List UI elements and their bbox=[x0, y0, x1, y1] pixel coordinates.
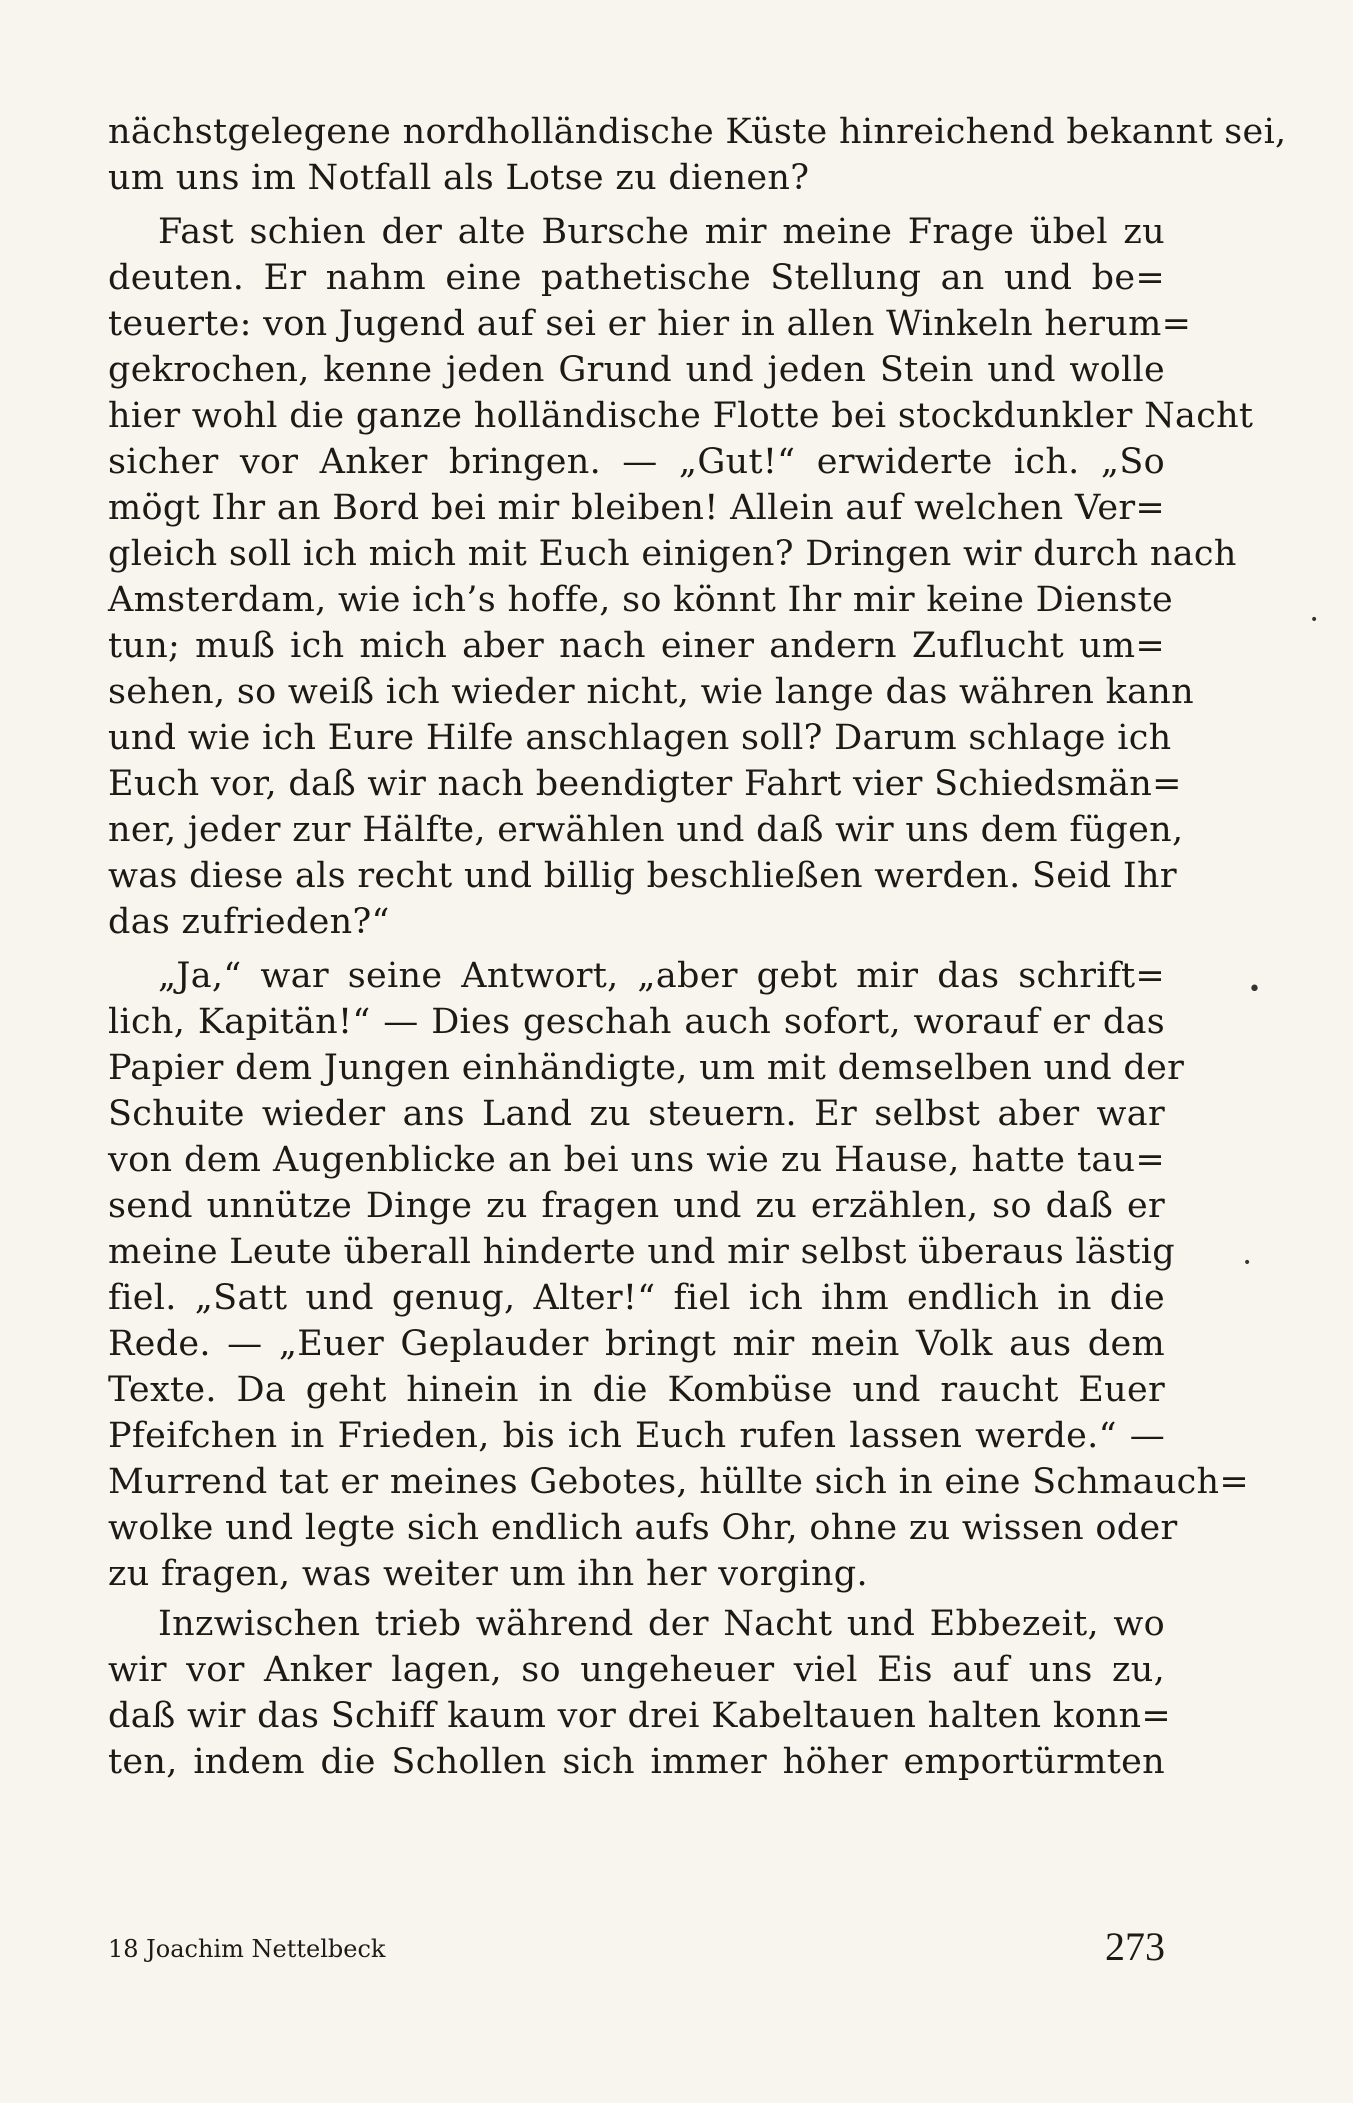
text-line: Inzwischen trieb während der Nacht und Ebbezeit, wo bbox=[158, 1604, 1165, 1644]
text-line: deuten. Er nahm eine pathetische Stellung an und be= bbox=[108, 258, 1165, 298]
text-line: daß wir das Schiff kaum vor drei Kabeltauen halten konn= bbox=[108, 1696, 1172, 1736]
text-line: Amsterdam, wie ich’s hoffe, so könnt Ihr mir keine Dienste bbox=[108, 580, 1173, 620]
text-line: tun; muß ich mich aber nach einer andern Zuflucht um= bbox=[108, 626, 1165, 666]
text-line: gleich soll ich mich mit Euch einigen? Dringen wir durch nach bbox=[108, 534, 1237, 574]
text-line: um uns im Notfall als Lotse zu dienen? bbox=[108, 158, 810, 198]
text-line: fiel. „Satt und genug, Alter!“ fiel ich ihm endlich in die bbox=[108, 1278, 1165, 1318]
signature-mark: 18 Joachim Nettelbeck bbox=[108, 1935, 386, 1963]
text-line: teuerte: von Jugend auf sei er hier in allen Winkeln herum= bbox=[108, 304, 1192, 344]
text-line: gekrochen, kenne jeden Grund und jeden Stein und wolle bbox=[108, 350, 1165, 390]
text-line: wir vor Anker lagen, so ungeheuer viel Eis auf uns zu, bbox=[108, 1650, 1165, 1690]
page-footer bbox=[108, 1923, 1165, 1971]
text-line: und wie ich Eure Hilfe anschlagen soll? Darum schlage ich bbox=[108, 718, 1172, 758]
text-line: Pfeifchen in Frieden, bis ich Euch rufen lassen werde.“ — bbox=[108, 1416, 1165, 1456]
text-line: Murrend tat er meines Gebotes, hüllte sich in eine Schmauch= bbox=[108, 1462, 1250, 1502]
text-line: mögt Ihr an Bord bei mir bleiben! Allein auf welchen Ver= bbox=[108, 488, 1165, 528]
margin-speck: • bbox=[1248, 977, 1261, 1002]
page-number: 273 bbox=[1105, 1924, 1165, 1969]
text-line: wolke und legte sich endlich aufs Ohr, ohne zu wissen oder bbox=[108, 1508, 1178, 1548]
text-line: Fast schien der alte Bursche mir meine Frage übel zu bbox=[158, 212, 1165, 252]
text-line: nächstgelegene nordholländische Küste hinreichend bekannt sei, bbox=[108, 112, 1287, 152]
text-line: zu fragen, was weiter um ihn her vorging. bbox=[108, 1554, 868, 1594]
text-line: Texte. Da geht hinein in die Kombüse und raucht Euer bbox=[108, 1370, 1165, 1410]
margin-speck: • bbox=[1243, 1255, 1252, 1271]
text-line: von dem Augenblicke an bei uns wie zu Hause, hatte tau= bbox=[108, 1140, 1165, 1180]
text-line: Euch vor, daß wir nach beendigter Fahrt vier Schiedsmän= bbox=[108, 764, 1182, 804]
text-line: sehen, so weiß ich wieder nicht, wie lange das währen kann bbox=[108, 672, 1194, 712]
text-line: ner, jeder zur Hälfte, erwählen und daß wir uns dem fügen, bbox=[108, 810, 1184, 850]
text-line: Schuite wieder ans Land zu steuern. Er selbst aber war bbox=[108, 1094, 1165, 1134]
text-line: meine Leute überall hinderte und mir selbst überaus lästig bbox=[108, 1232, 1175, 1272]
text-line: Papier dem Jungen einhändigte, um mit demselben und der bbox=[108, 1048, 1185, 1088]
text-line: das zufrieden?“ bbox=[108, 902, 390, 942]
text-line: lich, Kapitän!“ — Dies geschah auch sofort, worauf er das bbox=[108, 1002, 1165, 1042]
text-line: was diese als recht und billig beschließen werden. Seid Ihr bbox=[108, 856, 1177, 896]
text-line: Rede. — „Euer Geplauder bringt mir mein Volk aus dem bbox=[108, 1324, 1165, 1364]
margin-speck: • bbox=[1310, 612, 1319, 628]
text-line: send unnütze Dinge zu fragen und zu erzählen, so daß er bbox=[108, 1186, 1165, 1226]
text-line: hier wohl die ganze holländische Flotte bei stockdunkler Nacht bbox=[108, 396, 1254, 436]
text-line: „Ja,“ war seine Antwort, „aber gebt mir das schrift= bbox=[158, 956, 1165, 996]
text-line: ten, indem die Schollen sich immer höher emportürmten bbox=[108, 1742, 1165, 1782]
text-line: sicher vor Anker bringen. — „Gut!“ erwiderte ich. „So bbox=[108, 442, 1165, 482]
